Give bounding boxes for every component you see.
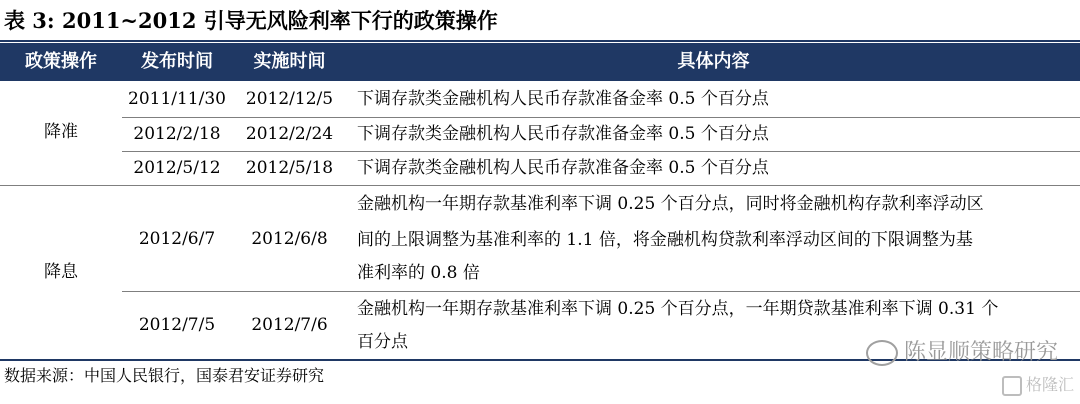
- announce-date: 2012/7/5: [138, 315, 216, 335]
- effective-date: 2012/6/8: [251, 229, 328, 249]
- content-line: 下调存款类金融机构人民币存款准备金率 0.5 个百分点: [357, 89, 769, 109]
- content-line: 金融机构一年期存款基准利率下调 0.25 个百分点，同时将金融机构存款利率浮动区: [357, 194, 984, 214]
- group-label: 降准: [44, 122, 78, 142]
- announce-date: 2012/2/18: [133, 124, 221, 144]
- content-line: 金融机构一年期存款基准利率下调 0.25 个百分点，一年期贷款基准利率下调 0.31 个: [357, 299, 999, 319]
- announce-date: 2012/6/7: [138, 229, 216, 249]
- content-line: 下调存款类金融机构人民币存款准备金率 0.5 个百分点: [357, 158, 769, 178]
- header-policy: 政策操作: [25, 51, 97, 72]
- content-line: 百分点: [357, 332, 408, 352]
- announce-date: 2012/5/12: [133, 158, 221, 178]
- group-divider: [0, 185, 1080, 186]
- row-divider: [122, 291, 1080, 292]
- group-label: 降息: [44, 262, 78, 282]
- content-line: 间的上限调整为基准利率的 1.1 倍，将金融机构贷款利率浮动区间的下限调整为基: [357, 230, 973, 250]
- watermark-secondary-text: 格隆汇: [1025, 375, 1074, 394]
- effective-date: 2012/7/6: [251, 315, 328, 335]
- announce-date: 2011/11/30: [128, 89, 226, 109]
- watermark: [866, 338, 1058, 368]
- wechat-icon: [866, 340, 898, 366]
- effective-date: 2012/5/18: [245, 158, 334, 178]
- watermark-text: 陈显顺策略研究: [903, 340, 1058, 365]
- table-title: 表 3: 2011~2012 引导无风险利率下行的政策操作: [4, 8, 498, 33]
- header-effective-date: 实施时间: [253, 51, 326, 72]
- header-content: 具体内容: [677, 51, 750, 72]
- header-announce-date: 发布时间: [141, 51, 213, 72]
- effective-date: 2012/2/24: [245, 124, 334, 144]
- gelonghui-logo-icon: [1002, 376, 1022, 396]
- content-line: 准利率的 0.8 倍: [357, 263, 480, 283]
- top-rule: [0, 40, 1080, 42]
- effective-date: 2012/12/5: [245, 89, 334, 109]
- source-note: 数据来源：中国人民银行，国泰君安证券研究: [4, 366, 325, 385]
- table-header: [0, 43, 1080, 81]
- watermark-secondary: [1002, 372, 1074, 398]
- content-line: 下调存款类金融机构人民币存款准备金率 0.5 个百分点: [357, 124, 769, 144]
